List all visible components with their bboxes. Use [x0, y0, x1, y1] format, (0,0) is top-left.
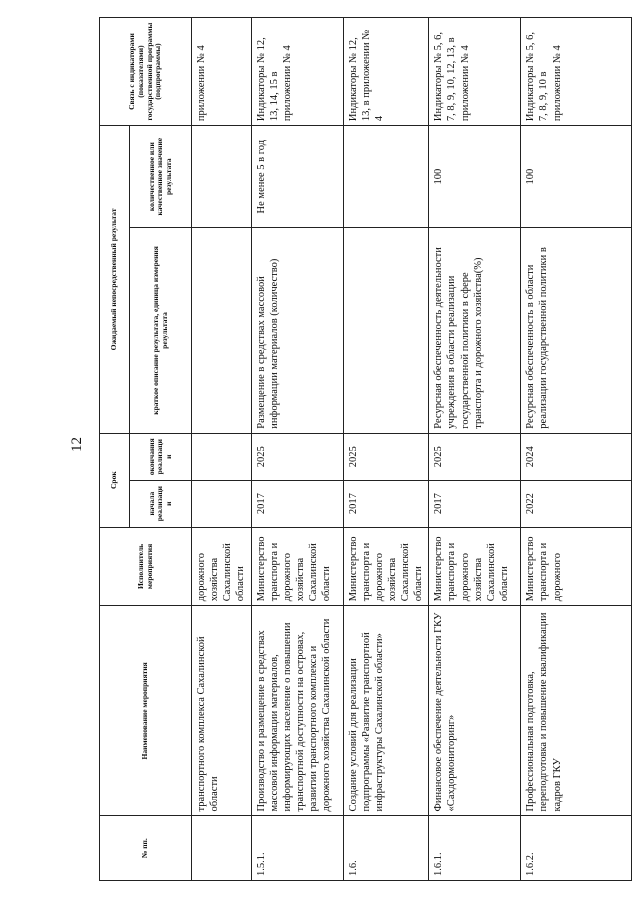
- cell-num: 1.6.1.: [429, 816, 521, 881]
- cell-executor: Министерство транспорта и дорожного: [521, 527, 632, 606]
- table-row: [343, 18, 429, 881]
- cell-name: Производство и размещение в средствах массовой информации материалов, информирующих население о повышении транспортной доступности на островах, развитии транспортного комплекса и дорожного хозяйства Сахалинской области: [251, 606, 343, 816]
- cell-link: Индикаторы № 5, 6, 7, 8, 9, 10 в приложении № 4: [521, 18, 632, 126]
- header-result-value: количественное или качественное значение результата: [130, 126, 192, 228]
- cell-start: 2017: [343, 480, 429, 527]
- cell-start: 2022: [521, 480, 632, 527]
- header-executor: Исполнитель мероприятия: [100, 527, 192, 606]
- cell-num: 1.6.: [343, 816, 429, 881]
- header-num: № пп.: [100, 816, 192, 881]
- cell-name: Создание условий для реализации подпрограммы «Развитие транспортной инфраструктуры Сахалинской области»: [343, 606, 429, 816]
- header-term: Срок: [100, 433, 130, 527]
- table-row: [429, 18, 521, 881]
- cell-link: Индикаторы № 12, 13, в приложении № 4: [343, 18, 429, 126]
- cell-value: 100: [521, 126, 632, 228]
- cell-start: 2017: [251, 480, 343, 527]
- cell-executor: Министерство транспорта и дорожного хозяйства Сахалинской области: [251, 527, 343, 606]
- cell-name: Профессиональная подготовка, переподготовка и повышение квалификации кадров ГКУ: [521, 606, 632, 816]
- header-result-desc: краткое описание результата, единица измерения результата: [130, 228, 192, 433]
- cell-desc: Ресурсная обеспеченность в области реализации государственной политики в: [521, 228, 632, 433]
- cell-value: 100: [429, 126, 521, 228]
- cell-desc: [192, 228, 252, 433]
- cell-value: Не менее 5 в год: [251, 126, 343, 228]
- cell-start: [192, 480, 252, 527]
- table-row: [521, 18, 632, 881]
- cell-executor: дорожного хозяйства Сахалинской области: [192, 527, 252, 606]
- cell-link: Индикаторы № 12, 13, 14, 15 в приложении № 4: [251, 18, 343, 126]
- rotated-table-wrapper: [99, 17, 611, 881]
- cell-value: [343, 126, 429, 228]
- events-table: [99, 17, 632, 881]
- table-row: [192, 18, 252, 881]
- header-term-end: окончания реализации: [130, 433, 192, 480]
- cell-link: Индикаторы № 5, 6, 7, 8, 9, 10, 12, 13, в приложении № 4: [429, 18, 521, 126]
- cell-desc: Размещение в средствах массовой информации материалов (количество): [251, 228, 343, 433]
- cell-start: 2017: [429, 480, 521, 527]
- header-term-start: начала реализации: [130, 480, 192, 527]
- table-row: [251, 18, 343, 881]
- cell-name: Финансовое обеспечение деятельности ГКУ «Сахдормониторинг»: [429, 606, 521, 816]
- header-name: Наименование мероприятия: [100, 606, 192, 816]
- page-number: 12: [69, 437, 85, 452]
- cell-num: [192, 816, 252, 881]
- cell-name: транспортного комплекса Сахалинской области: [192, 606, 252, 816]
- cell-desc: [343, 228, 429, 433]
- cell-executor: Министерство транспорта и дорожного хозяйства Сахалинской области: [343, 527, 429, 606]
- cell-end: 2025: [251, 433, 343, 480]
- cell-value: [192, 126, 252, 228]
- cell-desc: Ресурсная обеспеченность деятельности учреждения в области реализации государственной политики в сфере транспорта и дорожного хозяйства(%): [429, 228, 521, 433]
- cell-num: 1.6.2.: [521, 816, 632, 881]
- cell-end: [192, 433, 252, 480]
- cell-executor: Министерство транспорта и дорожного хозяйства Сахалинской области: [429, 527, 521, 606]
- cell-link: приложении № 4: [192, 18, 252, 126]
- cell-num: 1.5.1.: [251, 816, 343, 881]
- cell-end: 2025: [343, 433, 429, 480]
- header-link: Связь с индикаторами (показателями) государственной программы (подпрограммы): [100, 18, 192, 126]
- cell-end: 2024: [521, 433, 632, 480]
- header-result: Ожидаемый непосредственный результат: [100, 126, 130, 434]
- cell-end: 2025: [429, 433, 521, 480]
